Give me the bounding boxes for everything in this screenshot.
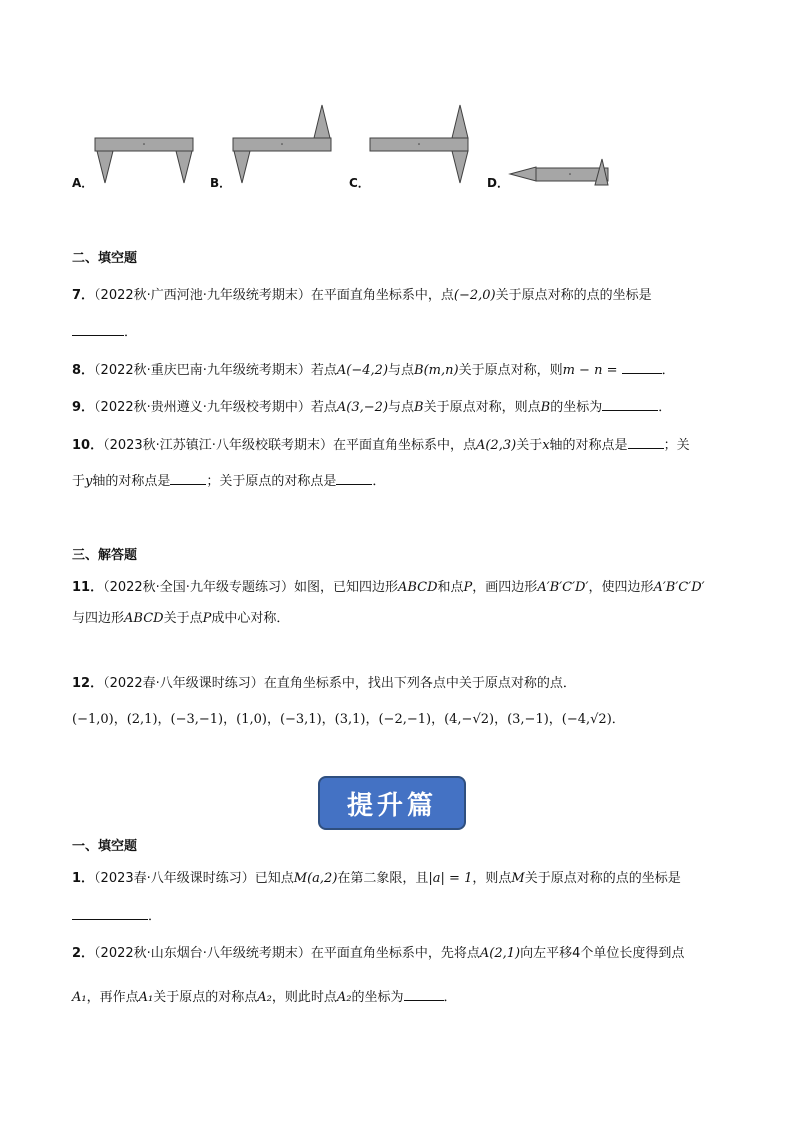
q11-source: （2022秋·全国·九年级专题练习） (103, 580, 294, 595)
figure-d (510, 159, 608, 185)
q11-abcd-prime: A′B′C′D′ (537, 580, 589, 595)
q8-text1: 若点 (310, 363, 337, 378)
p2-blank[interactable] (404, 988, 444, 1001)
q8-number: 8． (72, 363, 95, 378)
q11-text3: ，画四边形 (472, 580, 538, 595)
q10-blank-3[interactable] (336, 472, 372, 485)
question-9 (72, 398, 671, 417)
question-11-line2 (72, 610, 289, 628)
p2-a1: A₁ (72, 990, 87, 1005)
p2-source: （2022秋·山东烟台·八年级统考期末） (94, 946, 311, 961)
q10-text4: ；关 (663, 438, 690, 453)
q7-text2: 关于原点对称的点的坐标是 (495, 288, 652, 303)
q12-text1: 在直角坐标系中，找出下列各点中关于原点对称的点． (263, 676, 576, 691)
q10-text2: 关于 (516, 438, 543, 453)
q9-text5: 的坐标为 (550, 400, 603, 415)
q9-text2: 与点 (388, 400, 415, 415)
question-10 (72, 436, 690, 455)
q7-blank[interactable] (72, 323, 124, 336)
q8-text2: 与点 (388, 363, 415, 378)
q8-point-a: A(−4,2) (336, 363, 389, 378)
section-advanced-fill-blank-title: 一、填空题 (72, 839, 138, 854)
option-b-label: B． (210, 176, 232, 190)
q10-text5: 于 (72, 474, 86, 489)
q8-end: ． (661, 363, 675, 378)
q12-source: （2022春·八年级课时练习） (103, 676, 264, 691)
q10-end: ． (372, 474, 386, 489)
section-answer-title: 三、解答题 (72, 548, 138, 563)
p2-number: 2． (72, 946, 95, 961)
q9-source: （2022秋·贵州遵义·九年级校考期中） (94, 400, 311, 415)
p1-abs: |a| = 1 (428, 871, 473, 886)
q10-y: y (85, 474, 93, 489)
q9-point-a: A(3,−2) (336, 400, 389, 415)
q9-point-b2: B (540, 400, 551, 415)
q8-source: （2022秋·重庆巴南·九年级统考期末） (94, 363, 311, 378)
p2-text2: 向左平移4个单位长度得到点 (520, 946, 685, 961)
p2-a2-2: A₂ (336, 990, 352, 1005)
option-c-label: C． (349, 176, 370, 190)
q7-number: 7． (72, 288, 95, 303)
q8-expr: m − n = (562, 363, 618, 378)
advanced-question-1 (72, 870, 681, 888)
p1-text1: 已知点 (254, 871, 294, 886)
advanced-question-1-answer (72, 907, 161, 926)
q8-text3: 关于原点对称，则 (458, 363, 563, 378)
question-10-line2 (72, 472, 385, 491)
p2-text5: ，则此时点 (271, 990, 337, 1005)
p2-text3: ，再作点 (86, 990, 139, 1005)
q7-source: （2022秋·广西河池·九年级统考期末） (94, 288, 311, 303)
p1-m: M (511, 871, 525, 886)
question-11 (72, 579, 705, 597)
q7-point: (−2,0) (453, 288, 496, 303)
figure-a (95, 138, 193, 183)
option-a-label: A． (72, 176, 94, 190)
q11-line2b: 关于点 (163, 611, 203, 626)
q7-text: 在平面直角坐标系中，点 (310, 288, 454, 303)
p2-point-a: A(2,1) (479, 946, 521, 961)
q10-blank-2[interactable] (170, 472, 206, 485)
q10-number: 10． (72, 438, 104, 453)
p2-text1: 在平面直角坐标系中，先将点 (310, 946, 480, 961)
p1-source: （2023春·八年级课时练习） (94, 871, 255, 886)
q10-text7: ；关于原点的对称点是 (206, 474, 337, 489)
option-d-label: D． (487, 176, 509, 190)
question-12 (72, 675, 576, 693)
q10-x: x (542, 438, 550, 453)
p1-blank[interactable] (72, 907, 148, 920)
banner-text: 提升篇 (346, 790, 437, 821)
question-7-answer-line (72, 323, 137, 342)
p1-number: 1． (72, 871, 95, 886)
advanced-question-2-line2 (72, 988, 457, 1007)
q9-text3: 关于原点对称，则点 (423, 400, 541, 415)
p1-text3: ，则点 (472, 871, 512, 886)
q12-number: 12． (72, 676, 104, 691)
q9-end: ． (658, 400, 672, 415)
section-fill-blank-title: 二、填空题 (72, 251, 138, 266)
q9-point-b: B (414, 400, 424, 415)
p2-end: ． (443, 990, 457, 1005)
q11-number: 11． (72, 580, 104, 595)
q9-blank[interactable] (602, 398, 658, 411)
q8-point-b: B(m,n) (414, 363, 459, 378)
q10-text6: 轴的对称点是 (92, 474, 171, 489)
advanced-question-2 (72, 945, 684, 963)
q11-abcd: ABCD (397, 580, 438, 595)
q11-abcd-prime-2: A′B′C′D′ (653, 580, 705, 595)
question-12-points: (−1,0)，(2,1)，(−3,−1)，(1,0)，(−3,1)，(3,1)，(−2,−1)，(4,−√2)，(3,−1)，(−4,√2)． (72, 712, 625, 727)
p1-point-m: M(a,2) (293, 871, 338, 886)
q11-line2a: 与四边形 (72, 611, 125, 626)
question-8 (72, 361, 675, 380)
q11-line2c: 成中心对称． (211, 611, 290, 626)
advanced-section-banner (318, 776, 466, 830)
p2-a2: A₂ (257, 990, 272, 1005)
p1-text4: 关于原点对称的点的坐标是 (524, 871, 681, 886)
q10-blank-1[interactable] (628, 436, 664, 449)
figure-b (233, 105, 331, 183)
q9-number: 9． (72, 400, 95, 415)
q10-text1: 在平面直角坐标系中，点 (332, 438, 476, 453)
p2-a1-2: A₁ (138, 990, 154, 1005)
p1-end: ． (148, 909, 162, 924)
q11-text2: 和点 (437, 580, 464, 595)
q11-abcd-2: ABCD (124, 611, 164, 626)
p1-text2: 在第二象限，且 (337, 871, 429, 886)
p2-text4: 关于原点的对称点 (153, 990, 258, 1005)
p2-text6: 的坐标为 (351, 990, 404, 1005)
q11-p: P (463, 580, 473, 595)
q10-text3: 轴的对称点是 (549, 438, 628, 453)
q10-source: （2023秋·江苏镇江·八年级校联考期末） (103, 438, 333, 453)
q7-end: ． (124, 325, 138, 340)
q10-point-a: A(2,3) (475, 438, 517, 453)
q9-text1: 若点 (310, 400, 337, 415)
q11-text1: 如图，已知四边形 (293, 580, 398, 595)
q8-blank[interactable] (622, 361, 662, 374)
question-7 (72, 287, 652, 305)
q11-text4: ，使四边形 (588, 580, 654, 595)
figure-c (370, 105, 468, 183)
q11-p-2: P (202, 611, 212, 626)
